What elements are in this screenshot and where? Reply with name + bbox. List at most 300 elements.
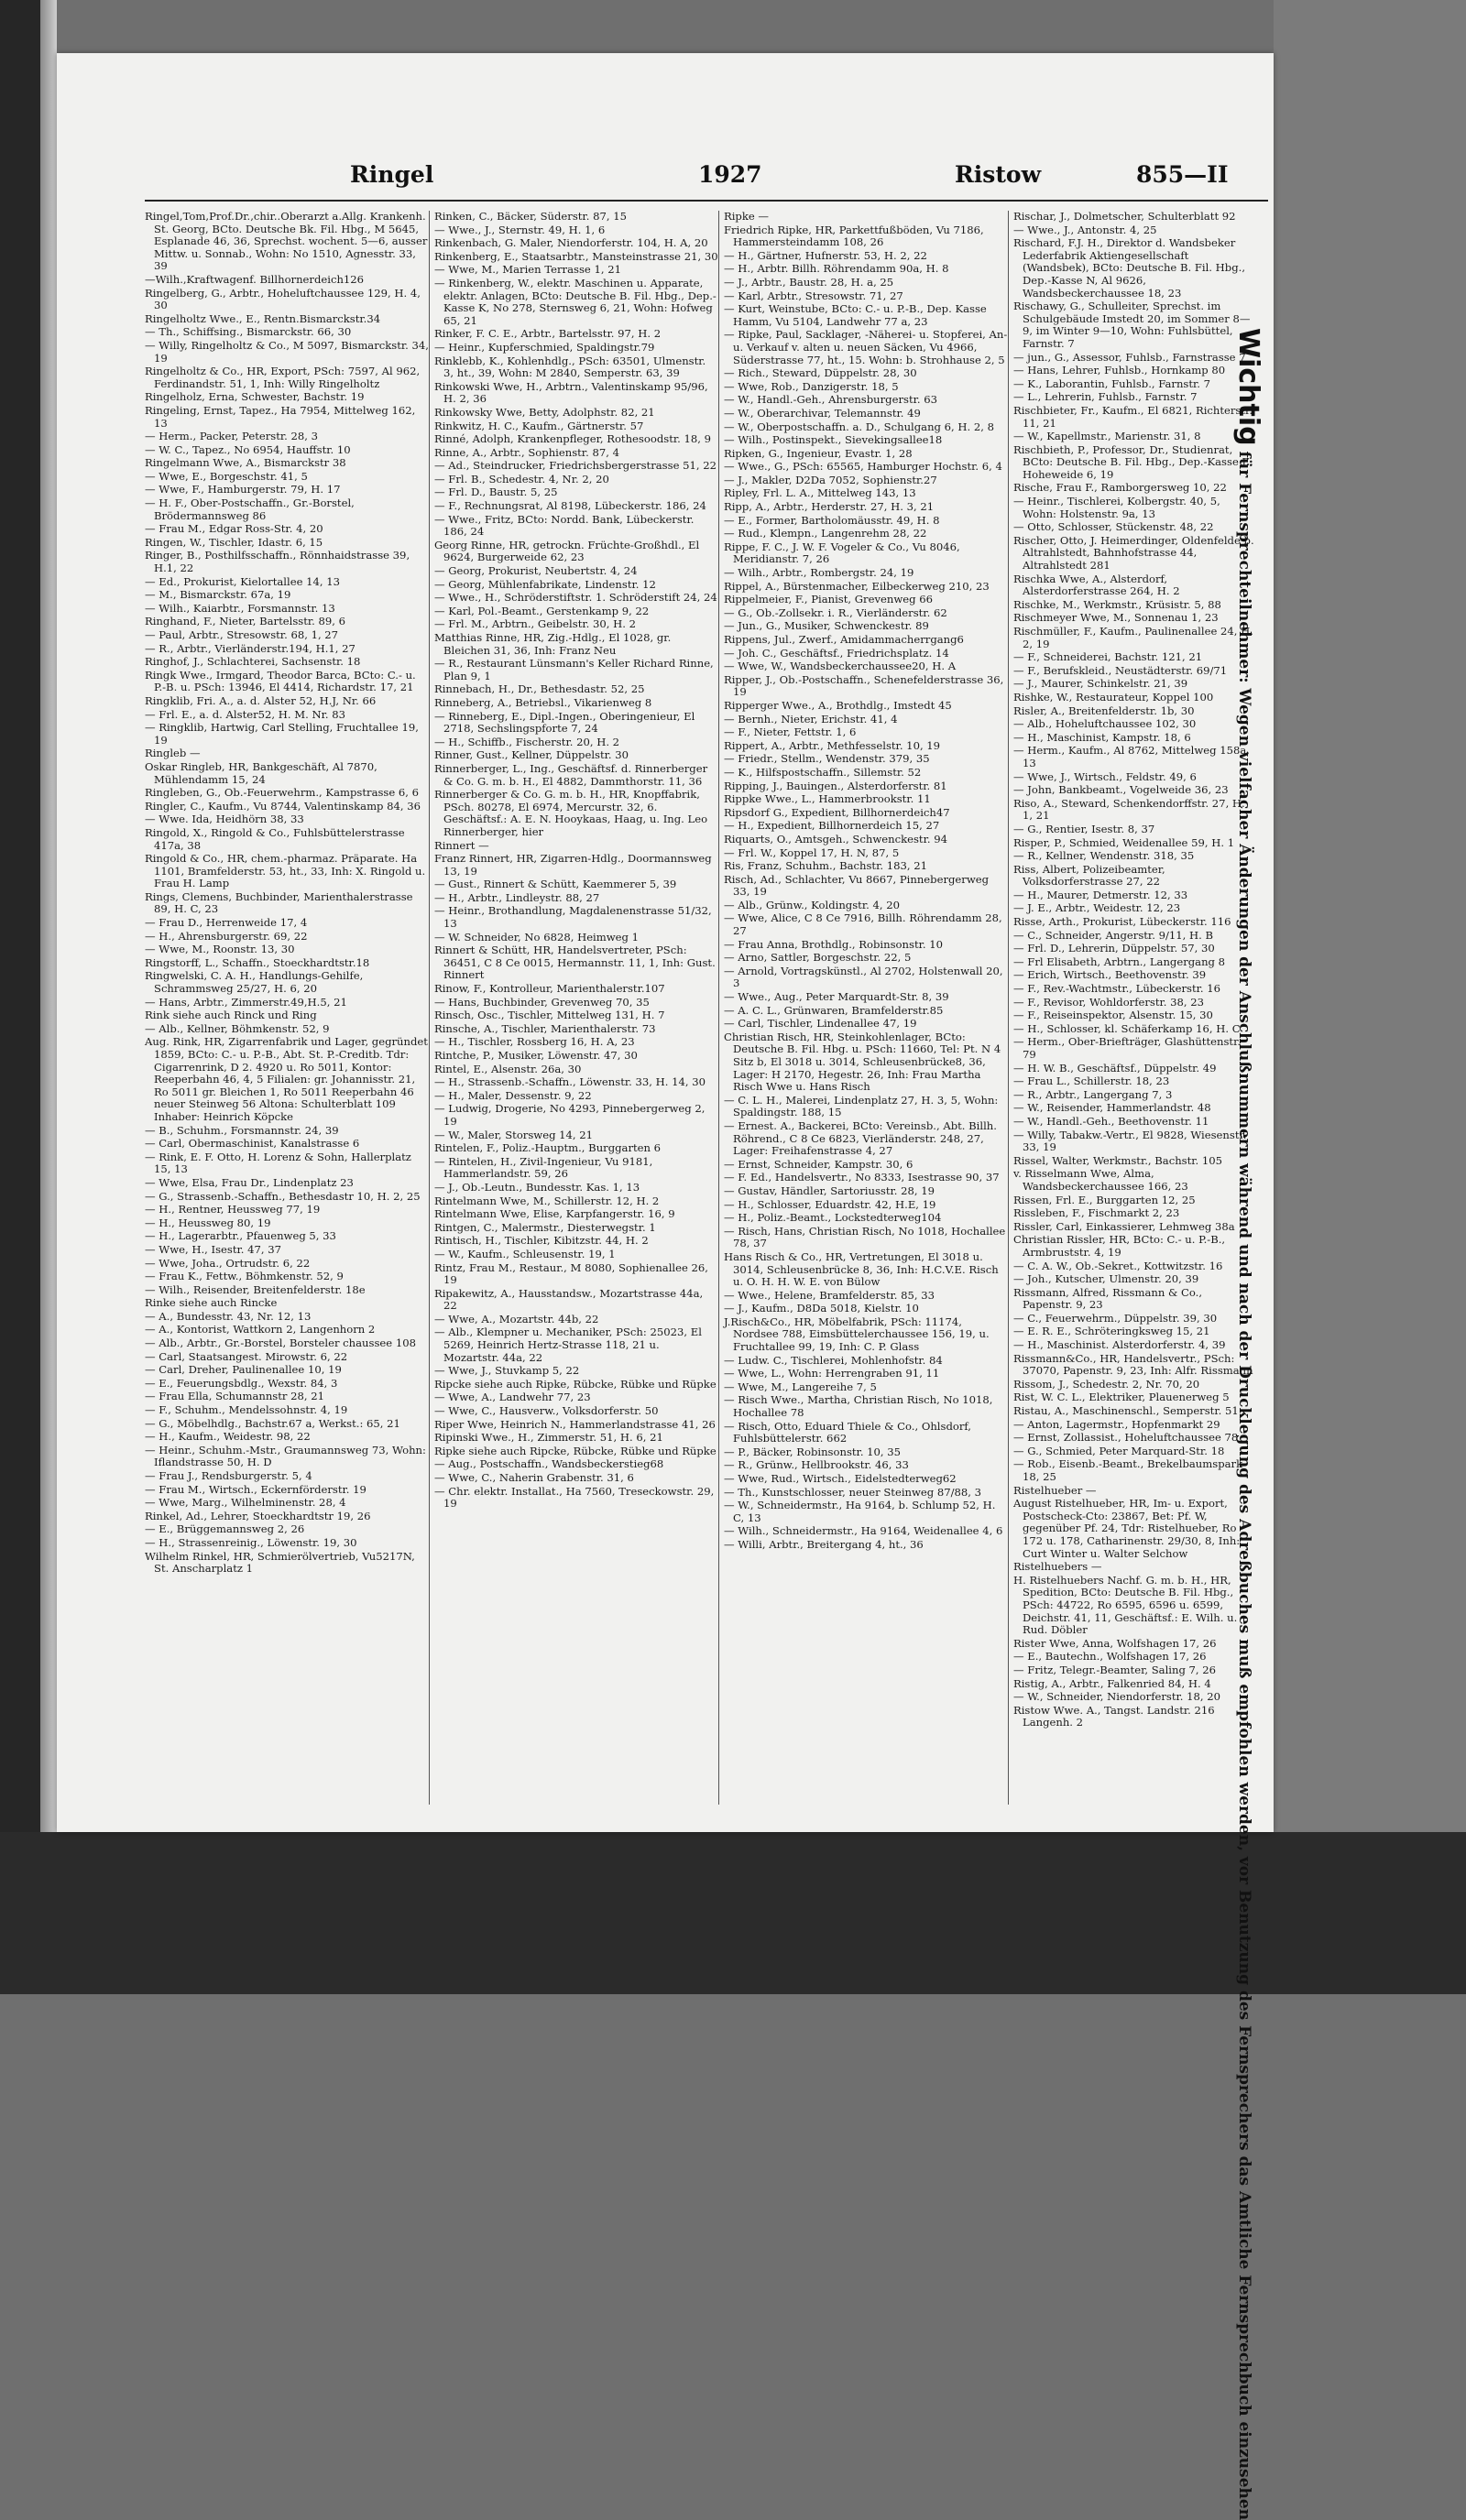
directory-entry: Rischard, F.J. H., Direktor d. Wandsbeker Lederfabrik Aktiengesellschaft (Wandsbek), BCto: Deutsche B. Fil. Hbg., Dep.-Kasse N, Al 9626, Wandsbeckerchaussee 18, 23: [1013, 236, 1246, 300]
directory-entry: — F., Reiseinspektor, Alsenstr. 15, 30: [1013, 1009, 1213, 1022]
directory-entry: — H., Lagerarbtr., Pfauenweg 5, 33: [145, 1229, 336, 1243]
directory-entry: — Wwe, Elsa, Frau Dr., Lindenplatz 23: [145, 1175, 354, 1189]
directory-entry: Rischer, Otto, J. Heimerdinger, Oldenfelde b. Altrahlstedt, Bahnhofstrasse 44, Altrahlstedt 281: [1013, 533, 1254, 573]
directory-entry: — H., Arbtr. Billh. Röhrendamm 90a, H. 8: [724, 262, 949, 276]
directory-entry: — Wwe, J., Wirtsch., Feldstr. 49, 6: [1013, 769, 1197, 783]
directory-entry: — Frau M., Edgar Ross-Str. 4, 20: [145, 522, 323, 536]
directory-entry: — H. W. B., Geschäftsf., Düppelstr. 49: [1013, 1061, 1217, 1075]
directory-entry: — Ernst, Schneider, Kampstr. 30, 6: [724, 1157, 914, 1171]
scan-page-edge: [40, 0, 57, 1994]
directory-entry: Rippe, F. C., J. W. F. Vogeler & Co., Vu 8046, Meridianstr. 7, 26: [724, 540, 960, 566]
directory-entry: Rinnert —: [434, 838, 489, 852]
column-divider: [1008, 211, 1009, 1805]
directory-entry: Rintche, P., Musiker, Löwenstr. 47, 30: [434, 1049, 638, 1062]
directory-entry: — Alb., Klempner u. Mechaniker, PSch: 25023, El 5269, Heinrich Hertz-Strasse 118, 21 u. Mozartstr. 44a, 22: [434, 1325, 702, 1364]
directory-entry: — C. L. H., Malerei, Lindenplatz 27, H. 3, 5, Wohn: Spaldingstr. 188, 15: [724, 1093, 999, 1119]
directory-entry: Ripsdorf G., Expedient, Billhornerdeich47: [724, 805, 950, 819]
directory-entry: Hans Risch & Co., HR, Vertretungen, El 3018 u. 3014, Schleusenbrücke 8, 36, Inh: H.C.V.E. Risch u. O. H. H. W. E. von Bülow: [724, 1249, 999, 1289]
directory-entry: — Wwe, E., Borgeschstr. 41, 5: [145, 469, 308, 483]
directory-entry: — Wilh., Postinspekt., Sievekingsallee18: [724, 433, 943, 447]
directory-entry: — E., Brüggemannsweg 2, 26: [145, 1522, 305, 1536]
directory-entry: Ringold & Co., HR, chem.-pharmaz. Präparate. Ha 1101, Bramfelderstr. 53, ht., 33, Inh: X. Ringold u. Frau H. Lamp: [145, 852, 426, 890]
directory-entry: Rippel, A., Bürstenmacher, Eilbeckerweg 210, 23: [724, 579, 990, 593]
directory-entry: Riss, Albert, Polizeibeamter, Volksdorferstrasse 27, 22: [1013, 862, 1165, 889]
directory-entry: Rinné, Adolph, Krankenpfleger, Rothesoodstr. 18, 9: [434, 432, 711, 446]
directory-entry: Rischawy, G., Schulleiter, Sprechst. im Schulgebäude Imstedt 20, im Sommer 8—9, im Winter 9—10, Wohn: Fuhlsbüttel, Farnstr. 7: [1013, 300, 1251, 350]
directory-entry: — Willi, Arbtr., Breitergang 4, ht., 36: [724, 1537, 924, 1551]
directory-entry: — Wwe, A., Landwehr 77, 23: [434, 1391, 591, 1404]
directory-entry: Risse, Arth., Prokurist, Lübeckerstr. 116: [1013, 915, 1231, 929]
page-header: [57, 161, 1274, 202]
directory-entry: Ringler, C., Kaufm., Vu 8744, Valentinskamp 84, 36: [145, 799, 421, 813]
directory-entry: — Th., Schiffsing., Bismarckstr. 66, 30: [145, 325, 352, 339]
directory-entry: — A., Bundesstr. 43, Nr. 12, 13: [145, 1309, 312, 1323]
directory-entry: — Gustav, Händler, Sartoriusstr. 28, 19: [724, 1184, 935, 1197]
directory-entry: — Chr. elektr. Installat., Ha 7560, Treseckowstr. 29, 19: [434, 1484, 715, 1511]
directory-entry: Rintel, E., Alsenstr. 26a, 30: [434, 1062, 582, 1075]
directory-entry: — Otto, Schlosser, Stückenstr. 48, 22: [1013, 520, 1214, 534]
directory-entry: Ringen, W., Tischler, Idastr. 6, 15: [145, 535, 323, 549]
directory-entry: Rinke siehe auch Rincke: [145, 1296, 278, 1310]
directory-entry: — C., Schneider, Angerstr. 9/11, H. B: [1013, 928, 1213, 942]
directory-entry: Rinnebach, H., Dr., Bethesdastr. 52, 25: [434, 682, 645, 696]
directory-entry: — Paul, Arbtr., Stresowstr. 68, 1, 27: [145, 628, 339, 641]
directory-entry: Rissen, Frl. E., Burggarten 12, 25: [1013, 1193, 1196, 1206]
column-divider: [718, 211, 719, 1805]
directory-column-4: [1013, 211, 1255, 1730]
directory-entry: Rintelmann Wwe, Elise, Karpfangerstr. 16, 9: [434, 1207, 675, 1221]
directory-entry: v. Risselmann Wwe, Alma, Wandsbeckerchaussee 166, 23: [1013, 1167, 1188, 1193]
directory-entry: Rinkowski Wwe, H., Arbtrn., Valentinskamp 95/96, H. 2, 36: [434, 379, 708, 406]
directory-entry: — jun., G., Assessor, Fuhlsb., Farnstrasse 7: [1013, 350, 1246, 364]
directory-entry: — Georg, Prokurist, Neubertstr. 4, 24: [434, 564, 638, 578]
directory-entry: — Wwe, C., Naherin Grabenstr. 31, 6: [434, 1471, 634, 1484]
directory-entry: Ripke —: [724, 210, 770, 223]
directory-entry: — Frl. D., Lehrerin, Düppelstr. 57, 30: [1013, 942, 1215, 955]
directory-entry: — Wilh., Reisender, Breitenfelderstr. 18e: [145, 1282, 366, 1296]
directory-entry: — Fritz, Telegr.-Beamter, Saling 7, 26: [1013, 1663, 1217, 1676]
directory-entry: — Frau Ella, Schumannstr 28, 21: [145, 1390, 325, 1403]
directory-entry: — R., Arbtr., Vierländerstr.194, H.1, 27: [145, 641, 356, 655]
directory-entry: — Alb., Grünw., Koldingstr. 4, 20: [724, 898, 900, 911]
directory-entry: Rinkenberg, E., Staatsarbtr., Mansteinstrasse 21, 30: [434, 249, 718, 263]
directory-entry: — W., Kapellmstr., Marienstr. 31, 8: [1013, 430, 1201, 443]
directory-entry: — G., Schmied, Peter Marquard-Str. 18: [1013, 1444, 1225, 1457]
directory-entry: Ringhof, J., Schlachterei, Sachsenstr. 18: [145, 655, 361, 669]
directory-entry: — Th., Kunstschlosser, neuer Steinweg 87/88, 3: [724, 1485, 982, 1499]
directory-entry: — Heinr., Kupferschmied, Spaldingstr.79: [434, 340, 655, 354]
directory-entry: — K., Laborantin, Fuhlsb., Farnstr. 7: [1013, 376, 1211, 390]
directory-entry: — Wwe, C., Hausverw., Volksdorferstr. 50: [434, 1404, 659, 1418]
directory-entry: Rippke Wwe., L., Hammerbrookstr. 11: [724, 792, 931, 806]
directory-entry: — J. E., Arbtr., Weidestr. 12, 23: [1013, 901, 1181, 915]
directory-entry: — Risch, Hans, Christian Risch, No 1018, Hochallee 78, 37: [724, 1224, 1006, 1250]
directory-entry: — Wwe, A., Mozartstr. 44b, 22: [434, 1312, 599, 1325]
directory-entry: — Wwe, Joha., Ortrudstr. 6, 22: [145, 1256, 311, 1270]
directory-entry: — Joh., Kutscher, Ulmenstr. 20, 39: [1013, 1272, 1199, 1286]
directory-entry: — Frl. W., Koppel 17, H. N, 87, 5: [724, 845, 900, 859]
directory-entry: Oskar Ringleb, HR, Bankgeschäft, Al 7870, Mühlendamm 15, 24: [145, 759, 377, 786]
directory-entry: — Jun., G., Musiker, Schwenckestr. 89: [724, 619, 929, 633]
directory-entry: — H., Schlosser, Eduardstr. 42, H.E, 19: [724, 1197, 936, 1211]
directory-entry: — Wwe, F., Hamburgerstr. 79, H. 17: [145, 483, 341, 496]
directory-entry: — Wwe., J., Antonstr. 4, 25: [1013, 223, 1157, 236]
directory-entry: — F., Rev.-Wachtmstr., Lübeckerstr. 16: [1013, 982, 1221, 996]
directory-entry: Ringelberg, G., Arbtr., Hoheluftchaussee 129, H. 4, 30: [145, 286, 421, 312]
directory-entry: — E., Former, Bartholomäusstr. 49, H. 8: [724, 513, 940, 527]
directory-entry: Ringhand, F., Nieter, Bartelsstr. 89, 6: [145, 615, 346, 628]
directory-entry: — Wwe, J., Stuvkamp 5, 22: [434, 1364, 580, 1378]
directory-entry: — H., Ahrensburgerstr. 69, 22: [145, 929, 308, 943]
directory-entry: August Ristelhueber, HR, Im- u. Export, Postscheck-Cto: 23867, Bet: Pf. W, gegenüber Pf. 24, Tdr: Ristelhueber, Ro 172 u. 178, Catharinenstr. 29/30, 8, Inh: Curt Winter u. Walter Selchow: [1013, 1497, 1241, 1560]
header-left-keyword: Ringel: [350, 161, 434, 188]
directory-entry: — R., Kellner, Wendenstr. 318, 35: [1013, 849, 1195, 863]
directory-entry: — F. Ed., Handelsvertr., No 8333, Isestrasse 90, 37: [724, 1171, 1000, 1184]
directory-entry: Ringleb —: [145, 747, 201, 760]
directory-entry: Ripken, G., Ingenieur, Evastr. 1, 28: [724, 446, 913, 460]
directory-entry: — Carl, Staatsangest. Mirowstr. 6, 22: [145, 1349, 348, 1363]
directory-entry: — Hans, Lehrer, Fuhlsb., Hornkamp 80: [1013, 364, 1226, 377]
directory-entry: Rintgen, C., Malermstr., Diesterwegstr. 1: [434, 1220, 656, 1234]
directory-entry: — Wwe. Ida, Heidhörn 38, 33: [145, 813, 304, 826]
directory-entry: — Wwe, M., Roonstr. 13, 30: [145, 943, 295, 956]
directory-entry: — W., Oberpostschaffn. a. D., Schulgang 6, H. 2, 8: [724, 420, 995, 433]
directory-entry: — Frau L., Schillerstr. 18, 23: [1013, 1075, 1170, 1088]
directory-entry: — H., Schiffb., Fischerstr. 20, H. 2: [434, 735, 620, 748]
directory-entry: Friedrich Ripke, HR, Parkettfußböden, Vu 7186, Hammersteindamm 108, 26: [724, 223, 984, 249]
directory-entry: — Wilh., Kaiarbtr., Forsmannstr. 13: [145, 601, 335, 615]
directory-entry: — F., Revisor, Wohldorferstr. 38, 23: [1013, 995, 1205, 1009]
directory-entry: — J., Arbtr., Baustr. 28, H. a, 25: [724, 275, 894, 289]
directory-entry: — Friedr., Stellm., Wendenstr. 379, 35: [724, 752, 930, 766]
directory-entry: Ringold, X., Ringold & Co., Fuhlsbüttelerstrasse 417a, 38: [145, 825, 405, 852]
directory-entry: — Risch, Otto, Eduard Thiele & Co., Ohlsdorf, Fuhlsbüttelerstr. 662: [724, 1419, 971, 1445]
directory-entry: — Bernh., Nieter, Erichstr. 41, 4: [724, 712, 898, 725]
directory-entry: — Carl, Tischler, Lindenallee 47, 19: [724, 1017, 917, 1031]
directory-entry: — K., Hilfspostschaffn., Sillemstr. 52: [724, 765, 922, 779]
directory-entry: — Wwe., H., Schröderstiftstr. 1. Schröderstift 24, 24: [434, 591, 717, 605]
directory-entry: Georg Rinne, HR, getrockn. Früchte-Großhdl., El 9624, Burgerweide 62, 23: [434, 538, 700, 564]
directory-entry: — Wwe, Rob., Danzigerstr. 18, 5: [724, 379, 899, 393]
directory-entry: Ris, Franz, Schuhm., Bachstr. 183, 21: [724, 859, 927, 873]
directory-entry: Rissmann, Alfred, Rissmann & Co., Papenstr. 9, 23: [1013, 1285, 1202, 1312]
directory-entry: — Wwe, Marg., Wilhelminenstr. 28, 4: [145, 1496, 346, 1510]
directory-entry: Rippelmeier, F., Pianist, Grevenweg 66: [724, 593, 933, 606]
directory-entry: — Alb., Hoheluftchaussee 102, 30: [1013, 717, 1197, 731]
directory-entry: Ripping, J., Bauingen., Alsterdorferstr. 81: [724, 779, 947, 792]
directory-entry: — Wwe., Aug., Peter Marquardt-Str. 8, 39: [724, 990, 949, 1004]
directory-entry: — F., Schneiderei, Bachstr. 121, 21: [1013, 650, 1203, 664]
directory-entry: — B., Schuhm., Forsmannstr. 24, 39: [145, 1123, 339, 1137]
side-notice-text: für Fernsprechteilnehmer: Wegen vielfacher Änderungen der Anschlußnummern während und nach der Drucklegung des Adreßbuches muß empfohlen werden, vor Benutzung des Fernsprechers das Amtliche Fernsprechbuch einzusehen: [1235, 451, 1253, 2520]
directory-entry: — Frau J., Rendsburgerstr. 5, 4: [145, 1469, 312, 1482]
directory-entry: — Arnold, Vortragskünstl., Al 2702, Holstenwall 20, 3: [724, 964, 1003, 990]
directory-entry: — W., Handl.-Geh., Ahrensburgerstr. 63: [724, 393, 938, 407]
directory-entry: — F., Nieter, Fettstr. 1, 6: [724, 725, 857, 739]
directory-column-2: [434, 211, 718, 1511]
directory-entry: — R., Restaurant Lünsmann's Keller Richard Rinne, Plan 9, 1: [434, 657, 714, 682]
directory-entry: — J., Makler, D2Da 7052, Sophienstr.27: [724, 473, 937, 486]
directory-entry: Ripke siehe auch Ripcke, Rübcke, Rübke und Rüpke: [434, 1444, 717, 1457]
directory-entry: — L., Lehrerin, Fuhlsb., Farnstr. 7: [1013, 390, 1198, 404]
directory-entry: Ristelhuebers —: [1013, 1560, 1102, 1574]
directory-entry: Rischbieth, P., Professor, Dr., Studienrat, BCto: Deutsche B. Fil. Hbg., Dep.-Kasse E, Hoheweide 6, 19: [1013, 442, 1253, 481]
directory-entry: — Frau M., Wirtsch., Eckernförderstr. 19: [145, 1482, 366, 1496]
directory-entry: Rink siehe auch Rinck und Ring: [145, 1009, 317, 1022]
directory-entry: — R., Grünw., Hellbrookstr. 46, 33: [724, 1458, 909, 1472]
directory-entry: — H., Maler, Dessenstr. 9, 22: [434, 1088, 592, 1102]
directory-entry: Rischar, J., Dolmetscher, Schulterblatt 92: [1013, 210, 1236, 223]
directory-entry: — Frl. E., a. d. Alster52, H. M. Nr. 83: [145, 707, 346, 721]
directory-column-1: [145, 211, 429, 1576]
directory-entry: — Wwe., J., Sternstr. 49, H. 1, 6: [434, 223, 606, 236]
directory-entry: — H., Tischler, Rossberg 16, H. A, 23: [434, 1035, 635, 1049]
directory-entry: — W., Oberarchivar, Telemannstr. 49: [724, 406, 921, 420]
directory-entry: Aug. Rink, HR, Zigarrenfabrik und Lager, gegründet 1859, BCto: C.- u. P.-B., Abt. St. P.-Creditb. Tdr: Cigarrenrink, D 2. 4920 u. Ro 5011, Kontor: Reeperbahn 46, 4, 5 Filialen: gr. Johannisstr. 21, Ro 5011 gr. Bleichen 1, Ro 5011 Reeperbahn 46 neuer Steinweg 56 Altona: Schulterblatt 109 Inhaber: Heinrich Köpcke: [145, 1035, 428, 1123]
directory-entry: Rinneberg, A., Betriebsl., Vikarienweg 8: [434, 695, 652, 709]
directory-entry: Rissleben, F., Fischmarkt 2, 23: [1013, 1206, 1180, 1220]
directory-entry: — Hans, Buchbinder, Grevenweg 70, 35: [434, 995, 650, 1009]
directory-entry: Rippens, Jul., Zwerf., Amidammacherrgang6: [724, 633, 964, 646]
directory-entry: — H., Strassenreinig., Löwenstr. 19, 30: [145, 1535, 357, 1549]
directory-entry: — Kurt, Weinstube, BCto: C.- u. P.-B., Dep. Kasse Hamm, Vu 5104, Landwehr 77 a, 23: [724, 302, 987, 328]
directory-entry: Rischka Wwe, A., Alsterdorf, Alsterdorferstrasse 264, H. 2: [1013, 572, 1180, 598]
directory-entry: Ringelholtz Wwe., E., Rentn.Bismarckstr.34: [145, 311, 381, 325]
directory-entry: Risper, P., Schmied, Weidenallee 59, H. 1: [1013, 835, 1235, 849]
directory-entry: Rinken, C., Bäcker, Süderstr. 87, 15: [434, 210, 627, 223]
directory-entry: Rischke, M., Werkmstr., Krüsistr. 5, 88: [1013, 597, 1221, 611]
directory-entry: Rinnert & Schütt, HR, Handelsvertreter, PSch: 36451, C 8 Ce 0015, Hermannstr. 11, 1, Inh: Gust. Rinnert: [434, 944, 716, 982]
directory-entry: — Karl, Arbtr., Stresowstr. 71, 27: [724, 289, 903, 302]
directory-entry: — H., Poliz.-Beamt., Lockstedterweg104: [724, 1211, 942, 1225]
directory-entry: — Frau K., Fettw., Böhmkenstr. 52, 9: [145, 1270, 344, 1283]
directory-entry: — Alb., Kellner, Böhmkenstr. 52, 9: [145, 1021, 330, 1035]
directory-entry: Ringwelski, C. A. H., Handlungs-Gehilfe, Schrammsweg 25/27, H. 6, 20: [145, 969, 364, 996]
directory-entry: Rinnerberger & Co. G. m. b. H., HR, Knopffabrik, PSch. 80278, El 6974, Mercurstr. 32, 6. Geschäftsf.: A. E. N. Hooykaas, Haag, u. Ing. Leo Rinnerberger, hier: [434, 788, 708, 838]
directory-entry: — H., Maschinist. Alsterdorferstr. 4, 39: [1013, 1338, 1226, 1352]
directory-entry: Rinkowsky Wwe, Betty, Adolphstr. 82, 21: [434, 405, 655, 419]
directory-entry: — Ernst, Zollassist., Hoheluftchaussee 78: [1013, 1431, 1239, 1445]
directory-entry: Rinkwitz, H. C., Kaufm., Gärtnerstr. 57: [434, 419, 644, 432]
directory-entry: — Carl, Obermaschinist, Kanalstrasse 6: [145, 1137, 360, 1151]
directory-entry: — F., Schuhm., Mendelssohnstr. 4, 19: [145, 1403, 348, 1417]
directory-entry: Franz Rinnert, HR, Zigarren-Hdlg., Doormannsweg 13, 19: [434, 852, 712, 878]
directory-entry: — J., Maurer, Schinkelstr. 21, 39: [1013, 677, 1188, 691]
directory-entry: — Alb., Arbtr., Gr.-Borstel, Borsteler chaussee 108: [145, 1336, 416, 1350]
directory-entry: —Wilh.,Kraftwagenf. Billhornerdeich126: [145, 272, 365, 286]
header-rule: [145, 200, 1268, 202]
directory-entry: — Wwe, M., Langereihe 7, 5: [724, 1380, 877, 1393]
directory-entry: — Gust., Rinnert & Schütt, Kaemmerer 5, 39: [434, 878, 677, 891]
directory-entry: — Rintelen, H., Zivil-Ingenieur, Vu 9181, Hammerlandstr. 59, 26: [434, 1154, 653, 1181]
directory-entry: — E., Bautechn., Wolfshagen 17, 26: [1013, 1650, 1207, 1664]
directory-entry: — Ripke, Paul, Sacklager, -Näherei- u. Stopferei, An- u. Verkauf v. alten u. neuen Säcken, Vu 4966, Süderstrasse 77, ht., 15. Wohn: b. Strohhause 2, 5: [724, 328, 1008, 366]
directory-entry: Ristow Wwe. A., Tangst. Landstr. 216 Langenh. 2: [1013, 1703, 1215, 1729]
scan-background-right: [1274, 0, 1466, 1832]
directory-entry: — Rob., Eisenb.-Beamt., Brekelbaumspark 18, 25: [1013, 1457, 1243, 1483]
directory-entry: — Wwe, Alice, C 8 Ce 7916, Billh. Röhrendamm 28, 27: [724, 911, 1002, 938]
directory-entry: — Frl. B., Schedestr. 4, Nr. 2, 20: [434, 472, 609, 485]
directory-entry: Rissmann&Co., HR, Handelsvertr., PSch: 37070, Papenstr. 9, 23, Inh: Alfr. Rissmann: [1013, 1351, 1253, 1378]
directory-entry: Ringel,Tom,Prof.Dr.,chir..Oberarzt a.Allg. Krankenh. St. Georg, BCto. Deutsche Bk. Fil. Hbg., M 5645, Esplanade 46, 36, Sprechst. wochent. 5—6, ausser Mittw. u. Sonnab., Wohn: No 1510, Agnesstr. 33, 39: [145, 210, 428, 273]
directory-entry: Rister Wwe, Anna, Wolfshagen 17, 26: [1013, 1636, 1217, 1650]
side-notice-heading: Wichtig: [1232, 328, 1264, 446]
directory-entry: — M., Bismarckstr. 67a, 19: [145, 588, 291, 602]
directory-entry: — Ringklib, Hartwig, Carl Stelling, Fruchtallee 19, 19: [145, 721, 419, 747]
directory-entry: — Frau Anna, Brothdlg., Robinsonstr. 10: [724, 937, 943, 951]
directory-entry: Ringer, B., Posthilfsschaffn., Rönnhaidstrasse 39, H.1, 22: [145, 549, 410, 575]
directory-entry: — H., Maurer, Detmerstr. 12, 33: [1013, 888, 1188, 901]
directory-entry: — Carl, Dreher, Paulinenallee 10, 19: [145, 1363, 342, 1377]
directory-entry: — Wwe, H., Isestr. 47, 37: [145, 1242, 282, 1256]
directory-entry: Rintelmann Wwe, M., Schillerstr. 12, H. 2: [434, 1194, 660, 1207]
directory-entry: — F., Berufskleid., Neustädterstr. 69/71: [1013, 663, 1228, 677]
directory-entry: Ripperger Wwe., A., Brothdlg., Imstedt 45: [724, 698, 952, 712]
directory-entry: Rinkel, Ad., Lehrer, Stoeckhardtstr 19, 26: [145, 1509, 371, 1522]
directory-entry: — R., Arbtr., Langergang 7, 3: [1013, 1087, 1173, 1101]
directory-entry: — H., Expedient, Billhornerdeich 15, 27: [724, 819, 940, 833]
directory-entry: Ripp, A., Arbtr., Herderstr. 27, H. 3, 21: [724, 500, 935, 514]
directory-entry: Rinnerberger, L., Ing., Geschäftsf. d. Rinnerberger & Co. G. m. b. H., El 4882, Dammthorstr. 11, 36: [434, 761, 708, 788]
directory-entry: Rintelen, F., Poliz.-Hauptm., Burggarten 6: [434, 1141, 662, 1155]
directory-entry: — W., Maler, Storsweg 14, 21: [434, 1128, 594, 1141]
directory-entry: Rings, Clemens, Buchbinder, Marienthalerstrasse 89, H. C, 23: [145, 889, 413, 916]
directory-entry: — Rich., Steward, Düppelstr. 28, 30: [724, 366, 917, 380]
directory-entry: — J., Ob.-Leutn., Bundesstr. Kas. 1, 13: [434, 1180, 640, 1194]
directory-entry: — H., Rentner, Heussweg 77, 19: [145, 1203, 321, 1216]
directory-entry: Ringleben, G., Ob.-Feuerwehrm., Kampstrasse 6, 6: [145, 786, 420, 800]
directory-entry: Ringstorff, L., Schaffn., Stoeckhardtstr.18: [145, 955, 370, 969]
directory-entry: Christian Rissler, HR, BCto: C.- u. P.-B., Armbruststr. 4, 19: [1013, 1233, 1226, 1259]
directory-column-3: [724, 211, 1008, 1553]
directory-entry: Rinow, F., Kontrolleur, Marienthalerstr.107: [434, 982, 665, 996]
directory-entry: Ristelhueber —: [1013, 1483, 1097, 1497]
directory-entry: — Willy, Ringelholtz & Co., M 5097, Bismarckstr. 34, 19: [145, 338, 429, 365]
directory-entry: Rippert, A., Arbtr., Methfesselstr. 10, 19: [724, 738, 941, 752]
directory-entry: — Herm., Packer, Peterstr. 28, 3: [145, 430, 319, 443]
directory-entry: Wilhelm Rinkel, HR, Schmierölvertrieb, Vu5217N, St. Anscharplatz 1: [145, 1549, 415, 1576]
directory-entry: Ripley, Frl. L. A., Mittelweg 143, 13: [724, 486, 916, 500]
directory-entry: — Ad., Steindrucker, Friedrichsbergerstrasse 51, 22: [434, 459, 717, 473]
directory-entry: — Willy, Tabakw.-Vertr., El 9828, Wiesenstr. 33, 19: [1013, 1128, 1247, 1154]
directory-entry: — A., Kontorist, Wattkorn 2, Langenhorn 2: [145, 1323, 376, 1336]
directory-entry: — Ludwig, Drogerie, No 4293, Pinnebergerweg 2, 19: [434, 1102, 706, 1128]
directory-entry: — W., Schneidermstr., Ha 9164, b. Schlump 52, H. C, 13: [724, 1499, 996, 1524]
directory-entry: Rinne, A., Arbtr., Sophienstr. 87, 4: [434, 445, 619, 459]
directory-entry: Matthias Rinne, HR, Zig.-Hdlg., El 1028, gr. Bleichen 31, 36, Inh: Franz Neu: [434, 631, 672, 657]
directory-entry: Ristau, A., Maschinenschl., Semperstr. 51: [1013, 1404, 1239, 1418]
directory-entry: — Heinr., Schuhm.-Mstr., Graumannsweg 73, Wohn: Iflandstrasse 50, H. D: [145, 1443, 426, 1469]
directory-entry: — H., Kaufm., Weidestr. 98, 22: [145, 1430, 311, 1444]
directory-entry: — Wwe., Fritz, BCto: Nordd. Bank, Lübeckerstr. 186, 24: [434, 512, 695, 539]
column-divider: [429, 211, 430, 1805]
directory-entry: Rische, Frau F., Ramborgersweg 10, 22: [1013, 481, 1227, 495]
directory-entry: — F., Rechnungsrat, Al 8198, Lübeckerstr. 186, 24: [434, 499, 706, 513]
directory-entry: Rischmeyer Wwe, M., Sonnenau 1, 23: [1013, 611, 1219, 625]
directory-entry: — Karl, Pol.-Beamt., Gerstenkamp 9, 22: [434, 604, 650, 617]
directory-entry: — Wwe, Rud., Wirtsch., Eidelstedterweg62: [724, 1472, 957, 1485]
directory-entry: Rinklebb, K., Kohlenhdlg., PSch: 63501, Ulmenstr. 3, ht., 39, Wohn: M 2840, Semperstr. 63, 39: [434, 354, 706, 380]
directory-entry: Rishke, W., Restaurateur, Koppel 100: [1013, 690, 1214, 704]
directory-entry: — Anton, Lagermstr., Hopfenmarkt 29: [1013, 1417, 1220, 1431]
directory-entry: — Wilh., Schneidermstr., Ha 9164, Weidenallee 4, 6: [724, 1524, 1003, 1538]
directory-entry: — Rink, E. F. Otto, H. Lorenz & Sohn, Hallerplatz 15, 13: [145, 1150, 411, 1176]
directory-entry: — Wilh., Arbtr., Rombergstr. 24, 19: [724, 566, 914, 580]
directory-entry: H. Ristelhuebers Nachf. G. m. b. H., HR, Spedition, BCto: Deutsche B. Fil. Hbg., PSch: 44722, Ro 6595, 6596 u. 6599, Deichstr. 41, 11, Geschäftsf.: E. Wilh. u. Rud. Döbler: [1013, 1573, 1238, 1637]
directory-entry: Ringelholtz & Co., HR, Export, PSch: 7597, Al 962, Ferdinandstr. 51, 1, Inh: Willy Ringelholtz: [145, 365, 421, 390]
directory-entry: — G., Möbelhdlg., Bachstr.67 a, Werkst.: 65, 21: [145, 1416, 400, 1430]
directory-entry: Risler, A., Breitenfelderstr. 1b, 30: [1013, 704, 1195, 717]
directory-entry: Rissler, Carl, Einkassierer, Lehmweg 38a: [1013, 1219, 1235, 1233]
directory-entry: Ripakewitz, A., Hausstandsw., Mozartstrasse 44a, 22: [434, 1286, 704, 1313]
directory-entry: — Rinneberg, E., Dipl.-Ingen., Oberingenieur, El 2718, Sechslingspforte 7, 24: [434, 709, 695, 736]
directory-entry: — Heinr., Tischlerei, Kolbergstr. 40, 5, Wohn: Holstenstr. 9a, 13: [1013, 495, 1220, 520]
directory-entry: — G., Ob.-Zollsekr. i. R., Vierländerstr. 62: [724, 605, 947, 619]
directory-entry: — E. R. E., Schröteringksweg 15, 21: [1013, 1325, 1210, 1338]
directory-entry: Rintisch, H., Tischler, Kibitzstr. 44, H. 2: [434, 1234, 649, 1248]
directory-entry: — G., Strassenb.-Schaffn., Bethesdastr 10, H. 2, 25: [145, 1189, 421, 1203]
directory-entry: — Aug., Postschaffn., Wandsbeckerstieg68: [434, 1457, 664, 1471]
directory-entry: — Erich, Wirtsch., Beethovenstr. 39: [1013, 968, 1207, 982]
directory-entry: — Georg, Mühlenfabrikate, Lindenstr. 12: [434, 577, 656, 591]
directory-entry: — W., Reisender, Hammerlandstr. 48: [1013, 1101, 1211, 1115]
directory-entry: — Hans, Arbtr., Zimmerstr.49,H.5, 21: [145, 995, 347, 1009]
directory-entry: — G., Rentier, Isestr. 8, 37: [1013, 822, 1155, 835]
directory-entry: Ringelholz, Erna, Schwester, Bachstr. 19: [145, 390, 365, 404]
directory-entry: Ringklib, Fri. A., a. d. Alster 52, H.J, Nr. 66: [145, 693, 377, 707]
directory-entry: — Frau D., Herrenweide 17, 4: [145, 916, 308, 930]
directory-entry: Rissom, J., Schedestr. 2, Nr. 70, 20: [1013, 1377, 1200, 1391]
directory-entry: — Wwe, W., Wandsbeckerchaussee20, H. A: [724, 660, 957, 673]
directory-entry: — Risch Wwe., Martha, Christian Risch, No 1018, Hochallee 78: [724, 1393, 993, 1420]
directory-entry: — W., Kaufm., Schleusenstr. 19, 1: [434, 1247, 616, 1260]
directory-page: [57, 53, 1274, 2520]
directory-entry: Riso, A., Steward, Schenkendorffstr. 27, H. 1, 21: [1013, 796, 1245, 823]
scan-binding-edge: [0, 0, 40, 1994]
directory-entry: — H., Maschinist, Kampstr. 18, 6: [1013, 730, 1191, 744]
directory-entry: — W. Schneider, No 6828, Heimweg 1: [434, 930, 640, 944]
directory-entry: Rissel, Walter, Werkmstr., Bachstr. 105: [1013, 1153, 1223, 1167]
directory-entry: Rinsche, A., Tischler, Marienthalerstr. 73: [434, 1021, 656, 1035]
header-right-keyword: Ristow: [955, 161, 1042, 188]
header-page-number: 855—II: [1136, 161, 1229, 188]
header-year: 1927: [698, 161, 762, 188]
directory-entry: Ringeling, Ernst, Tapez., Ha 7954, Mittelweg 162, 13: [145, 403, 416, 430]
directory-entry: Rinkenbach, G. Maler, Niendorferstr. 104, H. A, 20: [434, 236, 708, 250]
directory-entry: — Heinr., Brothandlung, Magdalenenstrasse 51/32, 13: [434, 904, 712, 931]
side-notice: [1228, 328, 1270, 2520]
directory-entry: J.Risch&Co., HR, Möbelfabrik, PSch: 11174, Nordsee 788, Eimsbüttelerchaussee 156, 19, u. Fruchtallee 99, 19, Inh: C. P. Glass: [724, 1315, 990, 1354]
directory-entry: Ripinski Wwe., H., Zimmerstr. 51, H. 6, 21: [434, 1431, 663, 1445]
directory-entry: — Herm., Ober-Briefträger, Glashüttenstr. 79: [1013, 1035, 1242, 1061]
directory-entry: — Joh. C., Geschäftsf., Friedrichsplatz. 14: [724, 646, 949, 660]
directory-entry: Rinsch, Osc., Tischler, Mittelweg 131, H. 7: [434, 1009, 665, 1022]
directory-entry: — H., Heussweg 80, 19: [145, 1216, 271, 1229]
directory-entry: — Ed., Prokurist, Kielortallee 14, 13: [145, 574, 340, 588]
directory-entry: — A. C. L., Grünwaren, Bramfelderstr.85: [724, 1003, 944, 1017]
directory-entry: — John, Bankbeamt., Vogelweide 36, 23: [1013, 783, 1229, 797]
directory-entry: — J., Kaufm., D8Da 5018, Kielstr. 10: [724, 1302, 919, 1315]
directory-entry: — P., Bäcker, Robinsonstr. 10, 35: [724, 1445, 902, 1458]
directory-entry: — W., Schneider, Niendorferstr. 18, 20: [1013, 1690, 1221, 1704]
directory-entry: — W., Handl.-Geh., Beethovenstr. 11: [1013, 1114, 1209, 1128]
directory-entry: — E., Feuerungsbdlg., Wexstr. 84, 3: [145, 1376, 338, 1390]
directory-entry: Rischbieter, Fr., Kaufm., El 6821, Richterstr. 11, 21: [1013, 403, 1253, 430]
directory-entry: Rischmüller, F., Kaufm., Paulinenallee 24, H. 2, 19: [1013, 625, 1253, 650]
directory-entry: Rintz, Frau M., Restaur., M 8080, Sophienallee 26, 19: [434, 1260, 708, 1287]
directory-entry: Rist, W. C. L., Elektriker, Plauenerweg 5: [1013, 1391, 1230, 1404]
directory-entry: Ristig, A., Arbtr., Falkenried 84, H. 4: [1013, 1676, 1211, 1690]
